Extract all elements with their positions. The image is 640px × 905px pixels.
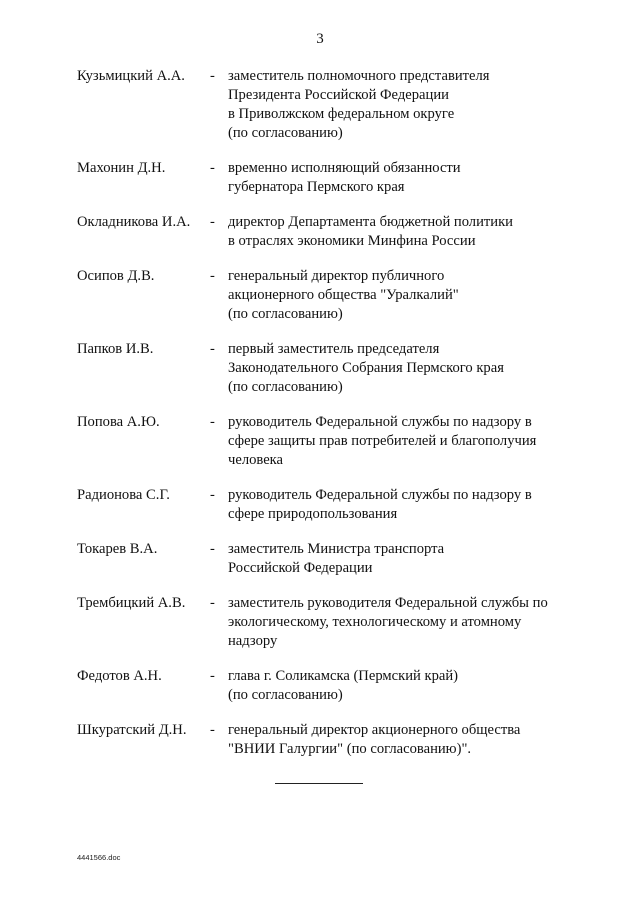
- member-name: Шкуратский Д.Н.: [77, 722, 187, 738]
- position-line: Президента Российской Федерации: [228, 87, 449, 103]
- closing-rule: [275, 783, 363, 784]
- member-name: Трембицкий А.В.: [77, 595, 186, 611]
- position-line: руководитель Федеральной службы по надзору в: [228, 487, 532, 503]
- entry-dash: -: [210, 487, 215, 503]
- list-item: [0, 721, 640, 759]
- position-line: (по согласованию): [228, 125, 343, 141]
- page-number: 3: [316, 31, 324, 47]
- list-item: [0, 540, 640, 578]
- member-position: [228, 594, 568, 651]
- member-position: [228, 67, 568, 143]
- member-position: [228, 213, 568, 251]
- list-item: [0, 267, 640, 324]
- member-position: [228, 267, 568, 324]
- position-line: директор Департамента бюджетной политики: [228, 214, 513, 230]
- entry-dash: -: [210, 214, 215, 230]
- position-line: заместитель Министра транспорта: [228, 541, 445, 557]
- list-item: [0, 594, 640, 651]
- member-position: [228, 486, 568, 524]
- member-name: Окладникова И.А.: [77, 214, 191, 230]
- position-line: Законодательного Собрания Пермского края: [228, 360, 504, 376]
- member-position: [228, 159, 568, 197]
- position-line: руководитель Федеральной службы по надзору в: [228, 414, 532, 430]
- member-name: Махонин Д.Н.: [77, 160, 166, 176]
- position-line: первый заместитель председателя: [228, 341, 440, 357]
- position-line: Российской Федерации: [228, 560, 373, 576]
- position-line: заместитель полномочного представителя: [228, 68, 490, 84]
- entry-dash: -: [210, 268, 215, 284]
- list-item: [0, 213, 640, 251]
- list-item: [0, 159, 640, 197]
- position-line: заместитель руководителя Федеральной службы по: [228, 595, 548, 611]
- member-name: Федотов А.Н.: [77, 668, 162, 684]
- position-line: человека: [228, 452, 284, 468]
- position-line: "ВНИИ Галургии" (по согласованию)".: [228, 741, 472, 757]
- position-line: в отраслях экономики Минфина России: [228, 233, 476, 249]
- position-line: генеральный директор публичного: [228, 268, 445, 284]
- position-line: генеральный директор акционерного общества: [228, 722, 521, 738]
- position-line: сфере защиты прав потребителей и благополучия: [228, 433, 537, 449]
- member-name: Радионова С.Г.: [77, 487, 170, 503]
- member-name: Кузьмицкий А.А.: [77, 68, 185, 84]
- entry-dash: -: [210, 68, 215, 84]
- list-item: [0, 340, 640, 397]
- entry-dash: -: [210, 722, 215, 738]
- position-line: (по согласованию): [228, 306, 343, 322]
- position-line: в Приволжском федеральном округе: [228, 106, 455, 122]
- entry-dash: -: [210, 160, 215, 176]
- position-line: надзору: [228, 633, 278, 649]
- member-list: [0, 67, 640, 759]
- entry-dash: -: [210, 414, 215, 430]
- position-line: (по согласованию): [228, 687, 343, 703]
- member-position: [228, 540, 568, 578]
- member-name: Осипов Д.В.: [77, 268, 155, 284]
- position-line: губернатора Пермского края: [228, 179, 405, 195]
- entry-dash: -: [210, 668, 215, 684]
- list-item: [0, 667, 640, 705]
- position-line: сфере природопользования: [228, 506, 398, 522]
- list-item: [0, 67, 640, 143]
- position-line: временно исполняющий обязанности: [228, 160, 461, 176]
- position-line: (по согласованию): [228, 379, 343, 395]
- position-line: акционерного общества "Уралкалий": [228, 287, 459, 303]
- member-position: [228, 413, 568, 470]
- member-name: Попова А.Ю.: [77, 414, 160, 430]
- member-position: [228, 667, 568, 705]
- entry-dash: -: [210, 595, 215, 611]
- member-position: [228, 721, 568, 759]
- entry-dash: -: [210, 541, 215, 557]
- entry-dash: -: [210, 341, 215, 357]
- position-line: глава г. Соликамска (Пермский край): [228, 668, 459, 684]
- member-name: Токарев В.А.: [77, 541, 158, 557]
- document-id: 4441566.doc: [77, 853, 121, 862]
- position-line: экологическому, технологическому и атомному: [228, 614, 522, 630]
- member-position: [228, 340, 568, 397]
- member-name: Папков И.В.: [77, 341, 154, 357]
- list-item: [0, 486, 640, 524]
- list-item: [0, 413, 640, 470]
